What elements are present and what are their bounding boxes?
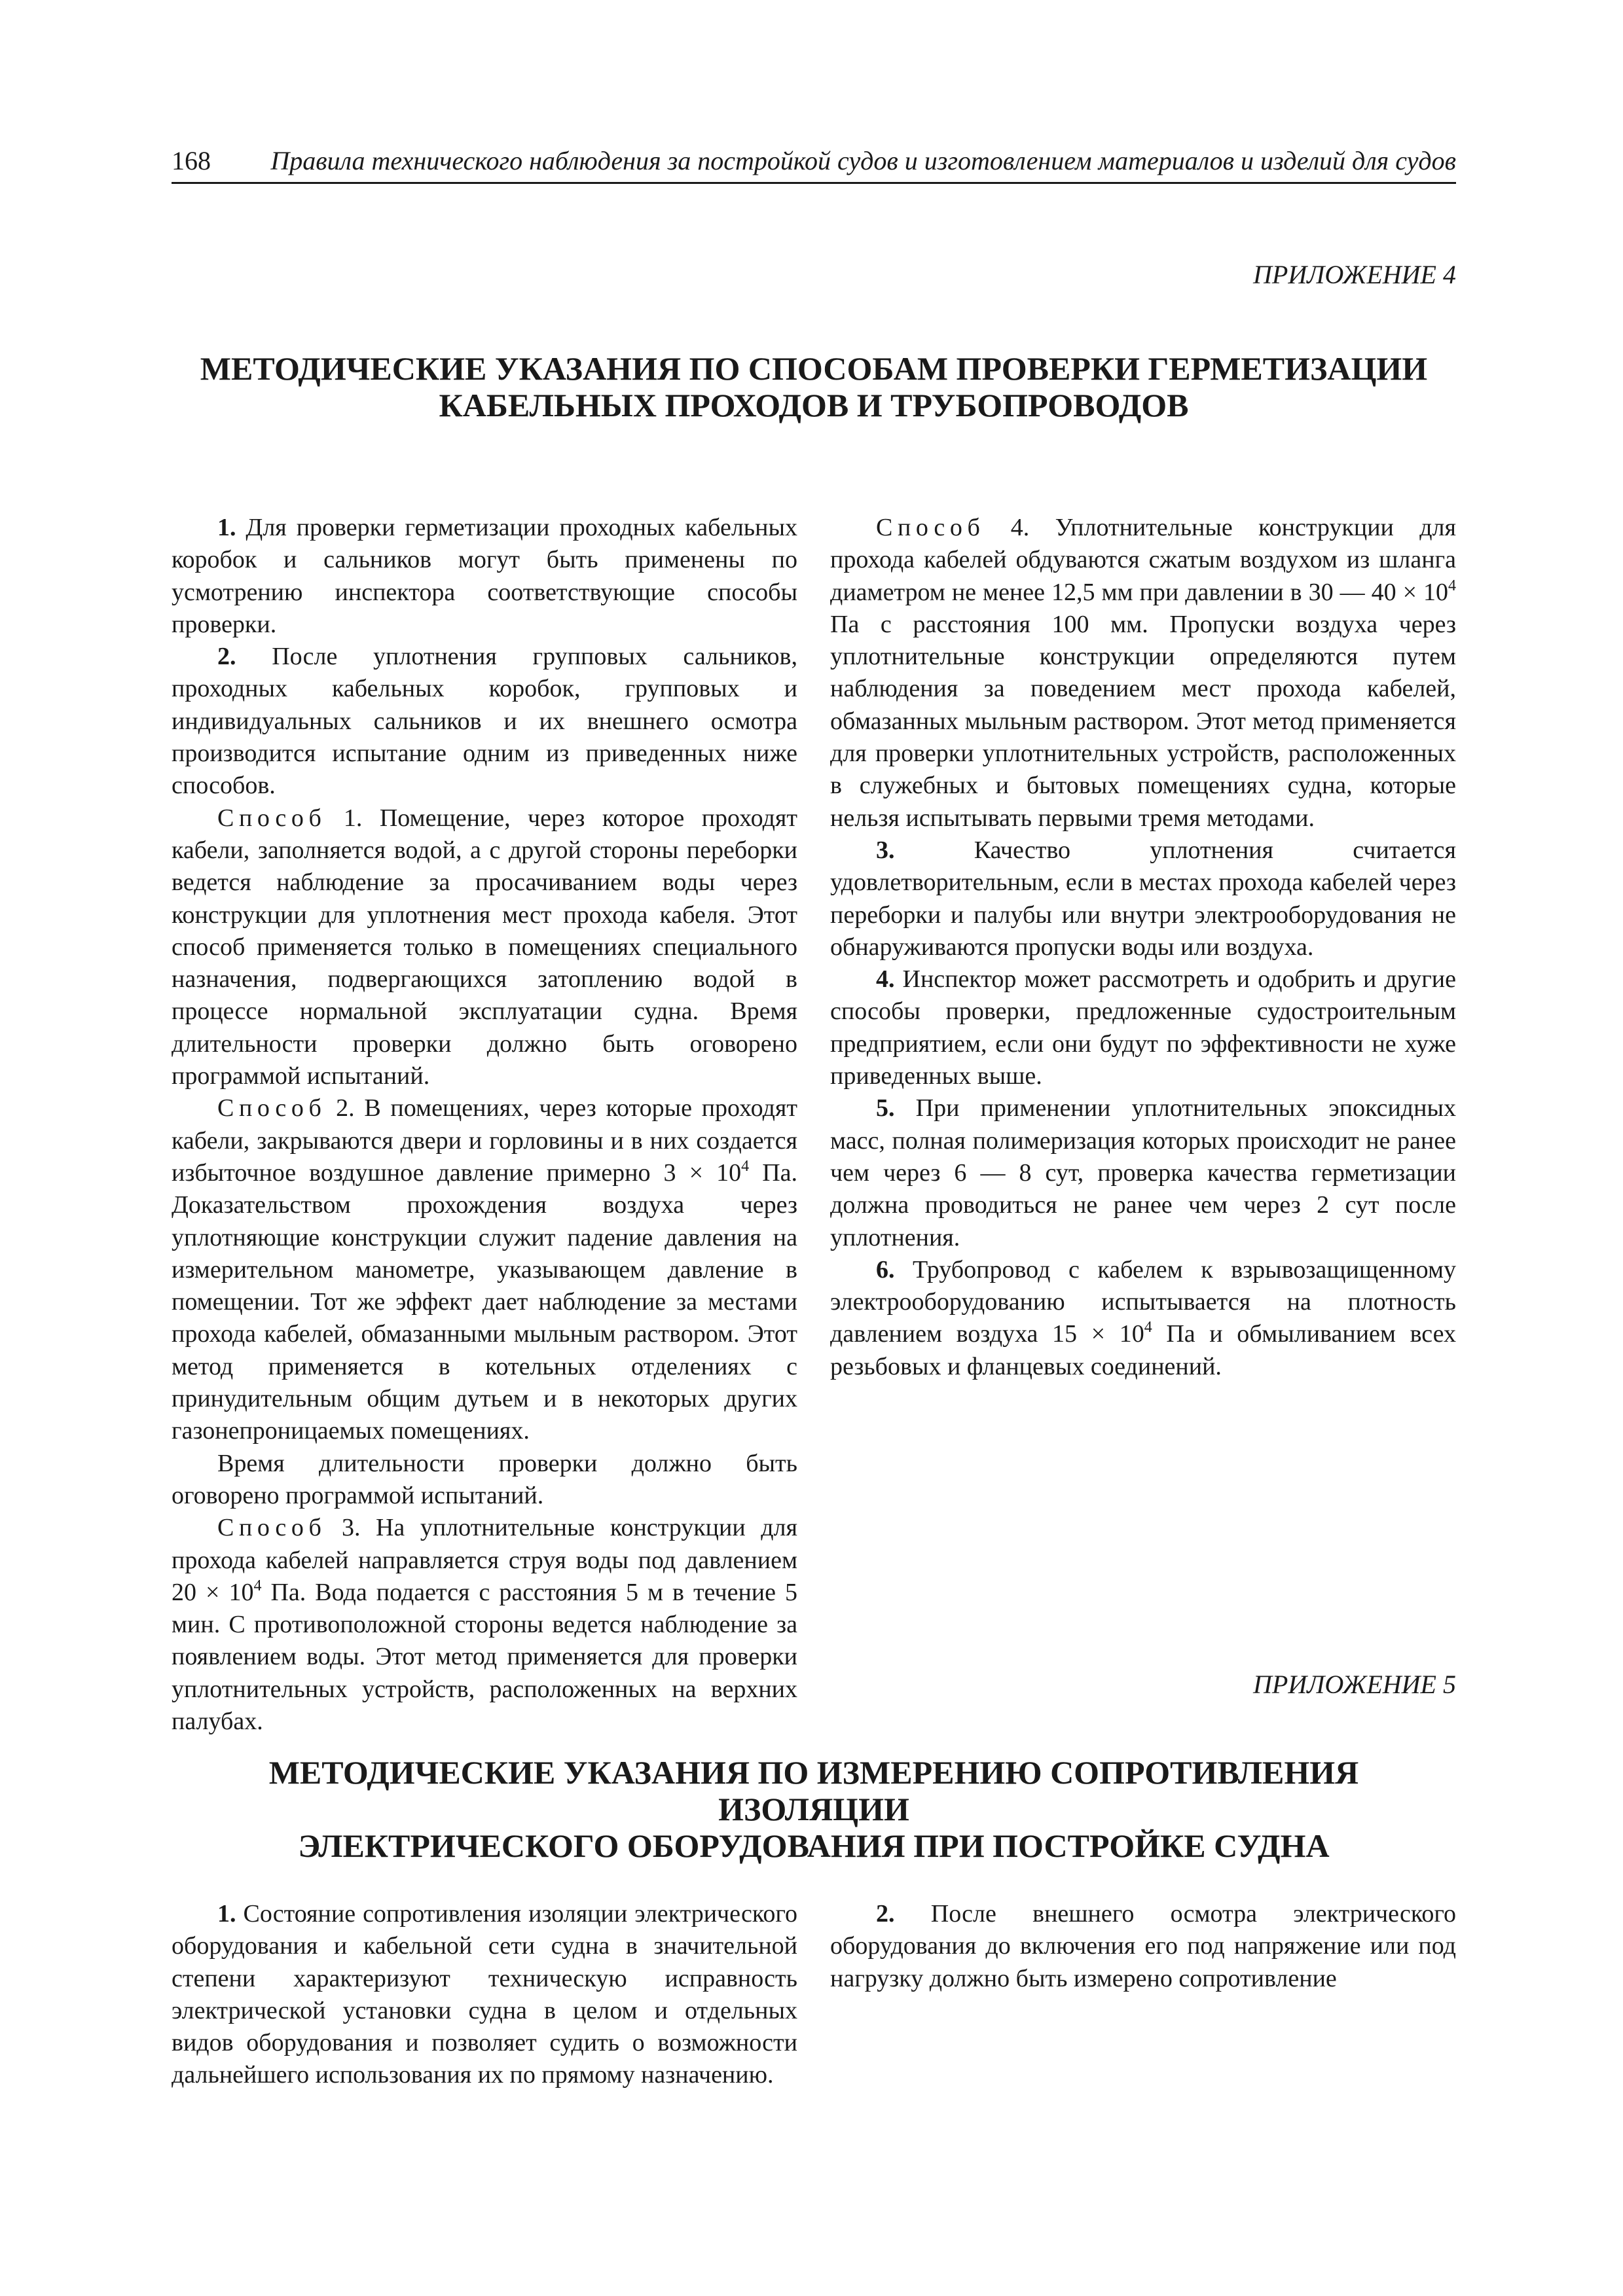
method-label: Способ <box>217 804 327 832</box>
paragraph-text: 1. Помещение, через которое проходят кабели, заполняется водой, а с другой стороны переборки ведется наблюдение за просачиванием воды через конструкции для уплотнения мест прохода кабеля. Этот способ применяется только в помещениях специального назначения, подвергающихся затоплению водой в процессе нормальной эксплуатации судна. Время длительности проверки должно быть оговорено программой испытаний. <box>172 804 797 1090</box>
page-number: 168 <box>172 146 211 175</box>
paragraph-4 <box>830 963 1456 1092</box>
paragraph-number: 4. <box>876 965 895 994</box>
paragraph-3 <box>830 834 1456 963</box>
paragraph-text: Па. Доказательством прохождения воздуха через уплотняющие конструкции служит падение давления на измерительном манометре, указывающем давление в помещении. Тот же эффект дает наблюдение за местами прохода кабелей, обмазанными мыльным раствором. Этот метод применяется в котельных отделениях с принудительным общим дутьем и в некоторых других газонепроницаемых помещениях. <box>172 1158 797 1445</box>
exponent: 4 <box>741 1157 750 1175</box>
appendix-5-title-line2: ЭЛЕКТРИЧЕСКОГО ОБОРУДОВАНИЯ ПРИ ПОСТРОЙКЕ СУДНА <box>298 1827 1330 1864</box>
paragraph-text: Время длительности проверки должно быть оговорено программой испытаний. <box>172 1449 797 1509</box>
paragraph-number: 6. <box>876 1255 895 1283</box>
appendix-5-title <box>172 1754 1456 1864</box>
paragraph-number: 2. <box>876 1900 895 1928</box>
appendix-5-right-column <box>830 1898 1456 1995</box>
appendix-4-title-line2: КАБЕЛЬНЫХ ПРОХОДОВ И ТРУБОПРОВОДОВ <box>439 387 1189 423</box>
paragraph-text: При применении уплотнительных эпоксидных масс, полная полимеризация которых происходит не ранее чем через 6 — 8 сут, проверка качества герметизации должна проводиться не ранее чем через 2 сут после уплотнения. <box>830 1094 1456 1251</box>
paragraph-number: 3. <box>876 836 895 864</box>
paragraph-text: Качество уплотнения считается удовлетворительным, если в местах прохода кабелей через переборки и палубы или внутри электрооборудования не обнаруживаются пропуски воды или воздуха. <box>830 836 1456 961</box>
method-4 <box>830 512 1456 834</box>
paragraph-text: 2. В помещениях, через которые проходят кабели, закрываются двери и горловины и в них создается избыточное воздушное давление примерно 3 × 10 <box>172 1094 797 1187</box>
paragraph-text: 3. На уплотнительные конструкции для прохода кабелей направляется струя воды под давлением 20 × 10 <box>172 1514 797 1606</box>
appendix-4-left-column <box>172 512 797 1738</box>
appendix-5-left-column <box>172 1898 797 2092</box>
exponent: 4 <box>253 1577 262 1594</box>
paragraph-2 <box>830 1898 1456 1995</box>
paragraph-5 <box>830 1092 1456 1253</box>
paragraph-text: Состояние сопротивления изоляции электрического оборудования и кабельной сети судна в значительной степени характеризуют техническую исправность электрической установки судна в целом и отдельных видов оборудования и позволяет судить о возможности дальнейшего использования их по прямому назначению. <box>172 1900 797 2089</box>
appendix-5-label: ПРИЛОЖЕНИЕ 5 <box>1253 1670 1456 1699</box>
method-2 <box>172 1092 797 1447</box>
paragraph-text: Па. Вода подается с расстояния 5 м в течение 5 мин. С противоположной стороны ведется наблюдение за появлением воды. Этот метод применяется для проверки уплотнительных устройств, расположенных на верхних палубах. <box>172 1578 797 1735</box>
method-3 <box>172 1512 797 1738</box>
paragraph-text: Инспектор может рассмотреть и одобрить и другие способы проверки, предложенные судостроительным предприятием, если они будут по эффективности не хуже приведенных выше. <box>830 965 1456 1090</box>
method-2-time <box>172 1448 797 1513</box>
paragraph-text: Для проверки герметизации проходных кабельных коробок и сальников могут быть применены по усмотрению инспектора соответствующие способы проверки. <box>172 514 797 638</box>
appendix-5-title-line1: МЕТОДИЧЕСКИЕ УКАЗАНИЯ ПО ИЗМЕРЕНИЮ СОПРОТИВЛЕНИЯ ИЗОЛЯЦИИ <box>268 1754 1359 1827</box>
paragraph-number: 1. <box>217 1900 236 1928</box>
appendix-4-title-line1: МЕТОДИЧЕСКИЕ УКАЗАНИЯ ПО СПОСОБАМ ПРОВЕРКИ ГЕРМЕТИЗАЦИИ <box>200 350 1428 387</box>
appendix-4-right-column <box>830 512 1456 1383</box>
method-label: Способ <box>876 514 985 541</box>
paragraph-text: После уплотнения групповых сальников, проходных кабельных коробок, групповых и индивидуальных сальников и их внешнего осмотра производится испытание одним из приведенных ниже способов. <box>172 643 797 800</box>
paragraph-6 <box>830 1254 1456 1383</box>
paragraph-text: После внешнего осмотра электрического оборудования до включения его под напряжение или под нагрузку должно быть измерено сопротивление <box>830 1900 1456 1992</box>
paragraph-text: 4. Уплотнительные конструкции для прохода кабелей обдуваются сжатым воздухом из шланга диаметром не менее 12,5 мм при давлении в 30 — 40 × 10 <box>830 514 1456 606</box>
method-label: Способ <box>217 1094 327 1122</box>
appendix-4-title <box>172 350 1456 423</box>
paragraph-text: Па с расстояния 100 мм. Пропуски воздуха через уплотнительные конструкции определяются путем наблюдения за поведением мест прохода кабелей, обмазанных мыльным раствором. Этот метод применяется для проверки уплотнительных устройств, расположенных в служебных и бытовых помещениях судна, которые нельзя испытывать первыми тремя методами. <box>830 610 1456 832</box>
method-label: Способ <box>217 1514 327 1542</box>
paragraph-number: 1. <box>217 514 236 541</box>
appendix-4-label: ПРИЛОЖЕНИЕ 4 <box>1253 260 1456 289</box>
paragraph-1 <box>172 1898 797 2092</box>
running-header <box>172 143 1456 184</box>
method-1 <box>172 802 797 1093</box>
exponent: 4 <box>1144 1319 1152 1336</box>
paragraph-number: 2. <box>217 643 236 671</box>
paragraph-text: Трубопровод с кабелем к взрывозащищенному электрооборудованию испытывается на плотность давлением воздуха 15 × 10 <box>830 1255 1456 1348</box>
exponent: 4 <box>1448 577 1456 594</box>
paragraph-2 <box>172 641 797 802</box>
running-title: Правила технического наблюдения за постройкой судов и изготовлением материалов и изделий для судов <box>270 146 1456 175</box>
paragraph-number: 5. <box>876 1094 895 1122</box>
paragraph-text: Па и обмыливанием всех резьбовых и фланцевых соединений. <box>830 1320 1456 1380</box>
paragraph-1 <box>172 512 797 641</box>
